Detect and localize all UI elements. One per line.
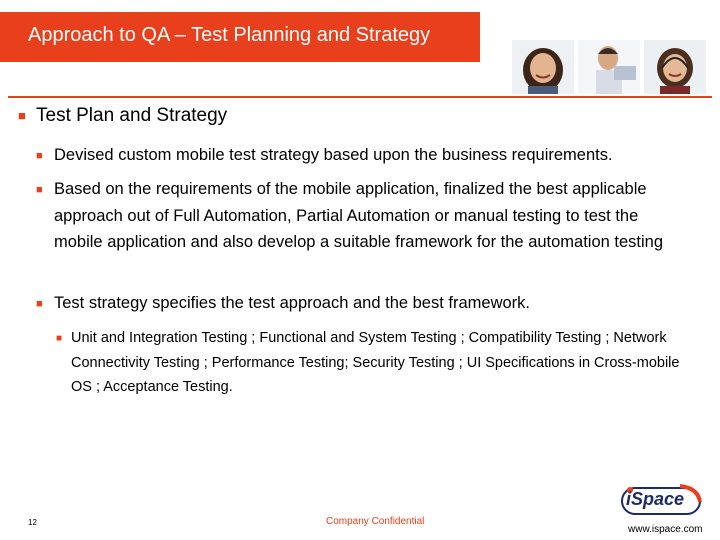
bullet-level2-3: ■ Test strategy specifies the test approach and the best framework. xyxy=(36,290,686,317)
header-photo-headset-woman xyxy=(644,40,706,94)
website-url[interactable]: www.ispace.com xyxy=(628,524,703,535)
square-bullet-icon: ■ xyxy=(36,298,43,310)
square-bullet-icon: ■ xyxy=(36,150,43,162)
ispace-logo xyxy=(620,482,702,522)
bullet-level1: ■ Test Plan and Strategy xyxy=(18,105,228,126)
logo-wordmark: iSpace xyxy=(626,489,685,509)
square-bullet-icon: ■ xyxy=(56,333,63,344)
header-photo-man xyxy=(578,40,640,94)
bullet-level3-1: ■ Unit and Integration Testing ; Functional and System Testing ; Compatibility Testing ; Network Connectivity Testing ; Performance Testing; Security Testing ; UI Specifications in Cross-mobile OS ; Acceptance Testing. xyxy=(56,326,696,400)
confidential-label: Company Confidential xyxy=(326,516,425,527)
title-divider xyxy=(8,96,712,98)
slide-title: Approach to QA – Test Planning and Strategy xyxy=(28,24,431,46)
bullet-level2-1: ■ Devised custom mobile test strategy based upon the business requirements. xyxy=(36,142,686,169)
square-bullet-icon: ■ xyxy=(36,184,43,196)
header-photo-woman xyxy=(512,40,574,94)
page-number: 12 xyxy=(28,518,37,527)
bullet-level2-2: ■ Based on the requirements of the mobile application, finalized the best applicable approach out of Full Automation, Partial Automation or manual testing to test the mobile application and also develop a suitable framework for the automation testing xyxy=(36,176,686,256)
title-bar xyxy=(0,12,480,62)
square-bullet-icon: ■ xyxy=(18,108,26,123)
